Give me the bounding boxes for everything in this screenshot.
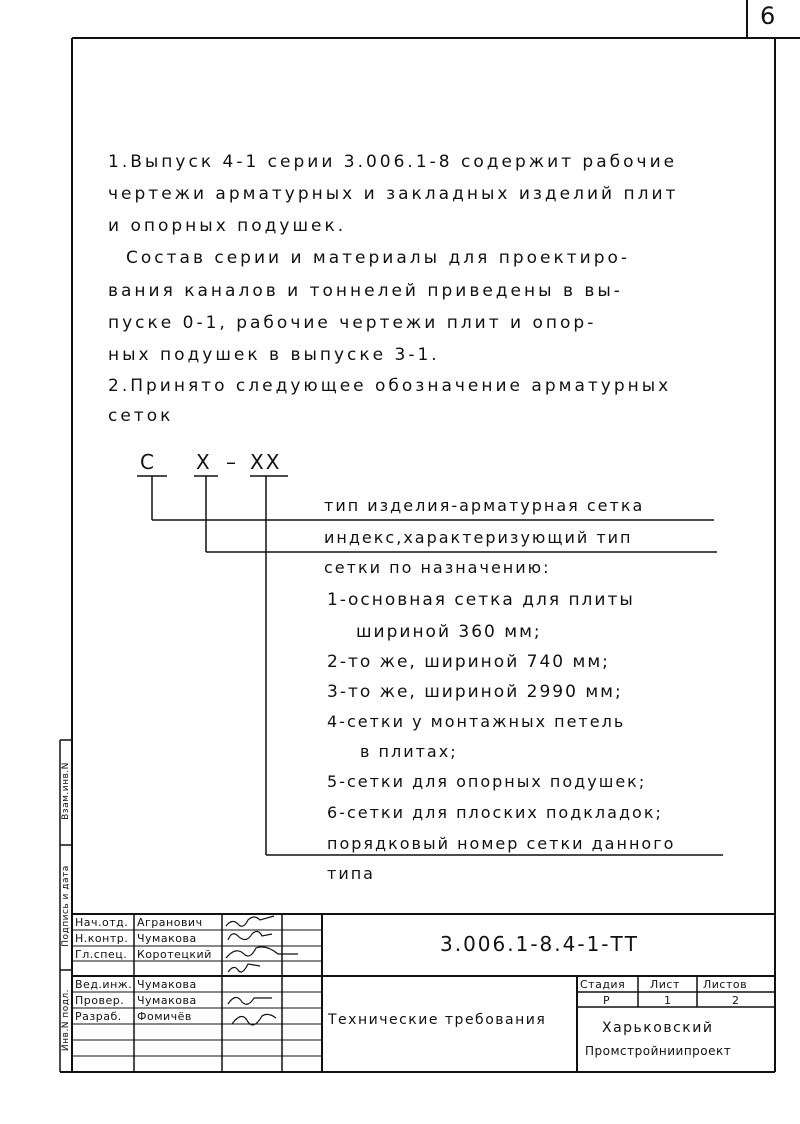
name-cell: Коротецкий — [137, 948, 212, 961]
name-cell: Чумакова — [137, 994, 197, 1007]
role-cell: Вед.инж. — [75, 978, 133, 991]
legend-item: 5-сетки для опорных подушек; — [327, 772, 647, 791]
signature-2 — [228, 931, 272, 940]
signature-6 — [232, 1014, 276, 1025]
organization-line1: Харьковский — [602, 1020, 714, 1036]
role-cell: Гл.спец. — [75, 948, 128, 961]
body-line: и опорных подушек. — [108, 216, 347, 236]
page-number: 6 — [760, 2, 778, 30]
body-line: вания каналов и тоннелей приведены в вы- — [108, 281, 623, 301]
name-cell: Чумакова — [137, 978, 197, 991]
body-line: пуске 0-1, рабочие чертежи плит и опор- — [108, 313, 597, 333]
legend-item: шириной 360 мм; — [356, 622, 542, 642]
name-cell: Агранович — [137, 916, 203, 929]
signature-3 — [226, 947, 298, 958]
legend-item: тип изделия-арматурная сетка — [324, 496, 645, 515]
document-title: Технические требования — [328, 1012, 547, 1028]
body-line: 2.Принято следующее обозначение арматурных — [108, 376, 672, 396]
stage-value: Р — [603, 994, 611, 1007]
designation-xx: ХХ — [250, 450, 282, 474]
sheet-header: Лист — [650, 978, 680, 991]
side-label-original-inventory: Инв.N подл. — [61, 988, 71, 1052]
legend-item: 6-сетки для плоских подкладок; — [327, 803, 663, 822]
signature-1 — [226, 916, 274, 926]
role-cell: Н.контр. — [75, 932, 129, 945]
role-cell: Нач.отд. — [75, 916, 129, 929]
legend-item: 4-сетки у монтажных петель — [327, 712, 626, 731]
legend-item: индекс,характеризующий тип — [324, 528, 633, 547]
designation-c: С — [140, 450, 156, 474]
legend-item: типа — [327, 864, 375, 883]
sheet-value: 1 — [664, 994, 672, 1007]
body-line: чертежи арматурных и закладных изделий плит — [108, 184, 679, 204]
role-cell: Провер. — [75, 994, 125, 1007]
signature-4 — [228, 964, 260, 972]
body-line: ных подушек в выпуске 3-1. — [108, 345, 440, 365]
document-code: 3.006.1-8.4-1-ТТ — [440, 932, 639, 956]
legend-item: 3-то же, шириной 2990 мм; — [327, 682, 623, 702]
body-line: Состав серии и материалы для проектиро- — [126, 248, 631, 268]
sheets-value: 2 — [732, 994, 740, 1007]
name-cell: Фомичёв — [137, 1010, 192, 1023]
designation-dash: – — [226, 450, 238, 474]
name-cell: Чумакова — [137, 932, 197, 945]
body-line: 1.Выпуск 4-1 серии 3.006.1-8 содержит рабочие — [108, 152, 678, 172]
signature-5 — [228, 997, 272, 1004]
legend-item: порядковый номер сетки данного — [327, 834, 676, 853]
stage-header: Стадия — [580, 978, 626, 991]
legend-item: в плитах; — [360, 742, 458, 761]
legend-item: 2-то же, шириной 740 мм; — [327, 652, 610, 672]
legend-item: сетки по назначению: — [324, 558, 551, 577]
sheets-header: Листов — [703, 978, 748, 991]
signature-scribbles — [226, 916, 298, 1025]
role-cell: Разраб. — [75, 1010, 122, 1023]
body-line: сеток — [108, 406, 174, 426]
side-label-replacement-inventory: Взам.инв.N — [61, 762, 71, 820]
side-label-signature-date: Подпись и дата — [61, 865, 71, 947]
legend-item: 1-основная сетка для плиты — [327, 590, 635, 610]
organization-line2: Промстройниипроект — [585, 1044, 732, 1058]
designation-x: Х — [196, 450, 212, 474]
